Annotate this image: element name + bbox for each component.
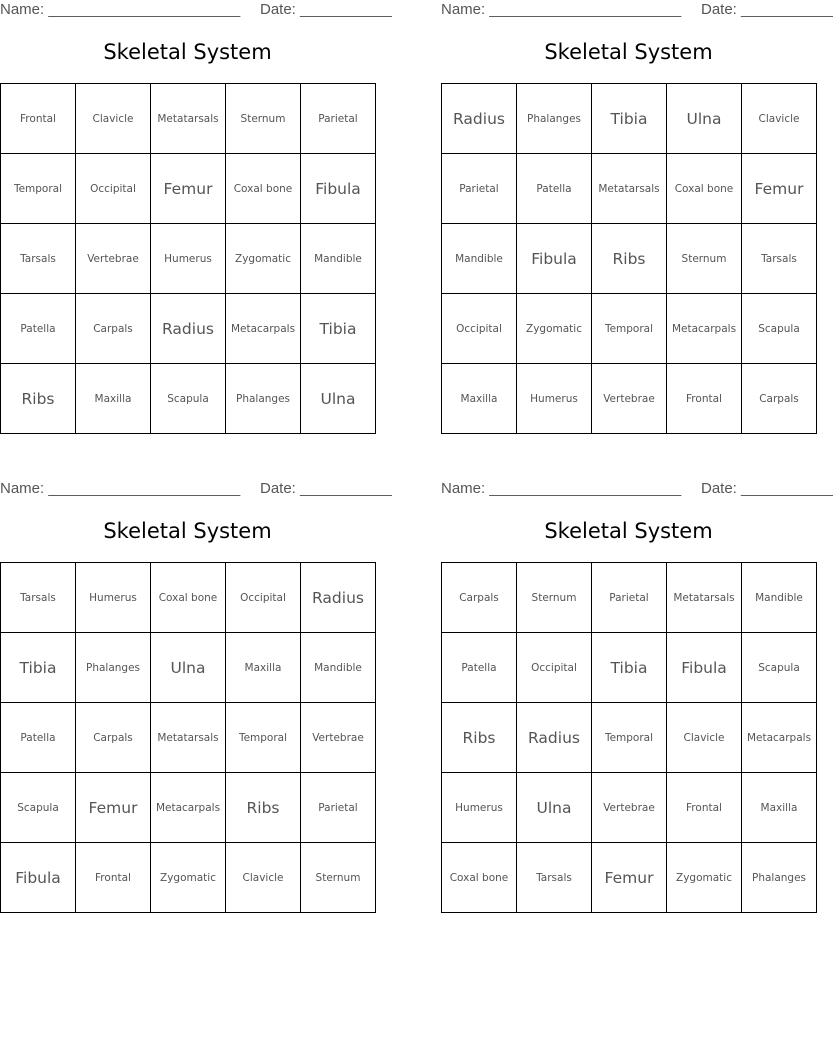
grid-cell: Metacarpals xyxy=(667,294,742,364)
grid-cell: Ribs xyxy=(1,364,76,434)
bingo-card-3 xyxy=(0,479,392,913)
card-title: Skeletal System xyxy=(103,519,272,543)
grid-cell: Temporal xyxy=(226,703,301,773)
grid-cell: Frontal xyxy=(76,843,151,913)
grid-cell: Clavicle xyxy=(667,703,742,773)
grid-cell: Ribs xyxy=(226,773,301,843)
grid-cell: Carpals xyxy=(742,364,817,434)
grid-cell: Sternum xyxy=(301,843,376,913)
grid-cell: Humerus xyxy=(151,224,226,294)
grid-cell: Radius xyxy=(151,294,226,364)
grid-row xyxy=(1,703,376,773)
grid-cell: Vertebrae xyxy=(76,224,151,294)
bingo-grid xyxy=(0,562,376,913)
grid-cell: Temporal xyxy=(1,154,76,224)
grid-cell: Fibula xyxy=(301,154,376,224)
grid-row xyxy=(442,154,817,224)
grid-cell: Ribs xyxy=(442,703,517,773)
grid-cell: Fibula xyxy=(1,843,76,913)
grid-row xyxy=(1,563,376,633)
grid-row xyxy=(1,364,376,434)
grid-row xyxy=(442,633,817,703)
grid-cell: Patella xyxy=(442,633,517,703)
grid-cell: Zygomatic xyxy=(151,843,226,913)
grid-cell: Tarsals xyxy=(1,563,76,633)
date-field-label: Date: ___________ xyxy=(701,480,833,497)
grid-cell: Vertebrae xyxy=(592,364,667,434)
grid-cell: Radius xyxy=(517,703,592,773)
bingo-card-1 xyxy=(0,0,392,434)
grid-cell: Maxilla xyxy=(76,364,151,434)
grid-cell: Phalanges xyxy=(226,364,301,434)
card-title: Skeletal System xyxy=(544,519,713,543)
grid-cell: Scapula xyxy=(742,633,817,703)
grid-cell: Carpals xyxy=(76,703,151,773)
card-title: Skeletal System xyxy=(544,40,713,64)
grid-row xyxy=(442,294,817,364)
grid-cell: Parietal xyxy=(301,773,376,843)
grid-cell: Ribs xyxy=(592,224,667,294)
grid-cell: Femur xyxy=(151,154,226,224)
grid-cell: Humerus xyxy=(517,364,592,434)
grid-cell: Temporal xyxy=(592,294,667,364)
grid-row xyxy=(1,154,376,224)
grid-row xyxy=(442,224,817,294)
grid-cell: Sternum xyxy=(226,84,301,154)
grid-cell: Ulna xyxy=(517,773,592,843)
grid-row xyxy=(442,563,817,633)
grid-cell: Vertebrae xyxy=(301,703,376,773)
grid-cell: Mandible xyxy=(442,224,517,294)
grid-cell: Metatarsals xyxy=(667,563,742,633)
grid-row xyxy=(1,294,376,364)
grid-cell: Phalanges xyxy=(76,633,151,703)
grid-cell: Coxal bone xyxy=(667,154,742,224)
grid-cell: Ulna xyxy=(667,84,742,154)
grid-cell: Ulna xyxy=(151,633,226,703)
grid-cell: Femur xyxy=(742,154,817,224)
grid-cell: Carpals xyxy=(442,563,517,633)
grid-cell: Metacarpals xyxy=(151,773,226,843)
grid-cell: Frontal xyxy=(1,84,76,154)
date-field-label: Date: ___________ xyxy=(260,1,392,18)
grid-row xyxy=(1,84,376,154)
grid-cell: Sternum xyxy=(517,563,592,633)
grid-cell: Zygomatic xyxy=(226,224,301,294)
grid-cell: Metatarsals xyxy=(151,703,226,773)
grid-cell: Femur xyxy=(592,843,667,913)
grid-cell: Radius xyxy=(301,563,376,633)
bingo-card-2 xyxy=(441,0,833,434)
grid-cell: Metacarpals xyxy=(226,294,301,364)
card-title: Skeletal System xyxy=(103,40,272,64)
grid-cell: Zygomatic xyxy=(517,294,592,364)
grid-cell: Radius xyxy=(442,84,517,154)
grid-cell: Scapula xyxy=(151,364,226,434)
grid-cell: Coxal bone xyxy=(226,154,301,224)
grid-cell: Metatarsals xyxy=(151,84,226,154)
grid-cell: Tarsals xyxy=(517,843,592,913)
grid-row xyxy=(442,703,817,773)
grid-row xyxy=(1,224,376,294)
grid-cell: Occipital xyxy=(517,633,592,703)
date-field-label: Date: ___________ xyxy=(701,1,833,18)
grid-cell: Tibia xyxy=(1,633,76,703)
grid-cell: Clavicle xyxy=(76,84,151,154)
grid-cell: Femur xyxy=(76,773,151,843)
grid-cell: Tarsals xyxy=(1,224,76,294)
grid-cell: Coxal bone xyxy=(442,843,517,913)
name-field-label: Name: _______________________ xyxy=(441,1,682,18)
grid-cell: Scapula xyxy=(742,294,817,364)
grid-cell: Maxilla xyxy=(742,773,817,843)
grid-cell: Fibula xyxy=(667,633,742,703)
grid-cell: Clavicle xyxy=(226,843,301,913)
grid-row xyxy=(442,843,817,913)
grid-cell: Parietal xyxy=(592,563,667,633)
grid-cell: Ulna xyxy=(301,364,376,434)
name-field-label: Name: _______________________ xyxy=(441,480,682,497)
grid-cell: Metatarsals xyxy=(592,154,667,224)
bingo-grid xyxy=(0,83,376,434)
bingo-card-4 xyxy=(441,479,833,913)
grid-cell: Humerus xyxy=(442,773,517,843)
grid-cell: Maxilla xyxy=(226,633,301,703)
grid-row xyxy=(1,843,376,913)
grid-cell: Tibia xyxy=(592,633,667,703)
grid-cell: Vertebrae xyxy=(592,773,667,843)
grid-cell: Metacarpals xyxy=(742,703,817,773)
bingo-grid xyxy=(441,83,817,434)
grid-cell: Mandible xyxy=(301,633,376,703)
grid-row xyxy=(442,773,817,843)
grid-cell: Parietal xyxy=(442,154,517,224)
grid-row xyxy=(442,364,817,434)
grid-cell: Phalanges xyxy=(742,843,817,913)
grid-cell: Humerus xyxy=(76,563,151,633)
grid-cell: Maxilla xyxy=(442,364,517,434)
grid-cell: Sternum xyxy=(667,224,742,294)
grid-row xyxy=(442,84,817,154)
bingo-grid xyxy=(441,562,817,913)
grid-cell: Carpals xyxy=(76,294,151,364)
name-field-label: Name: _______________________ xyxy=(0,1,241,18)
grid-cell: Tibia xyxy=(592,84,667,154)
grid-cell: Mandible xyxy=(301,224,376,294)
grid-cell: Mandible xyxy=(742,563,817,633)
grid-cell: Phalanges xyxy=(517,84,592,154)
grid-cell: Patella xyxy=(1,703,76,773)
grid-cell: Parietal xyxy=(301,84,376,154)
grid-cell: Coxal bone xyxy=(151,563,226,633)
grid-cell: Zygomatic xyxy=(667,843,742,913)
grid-cell: Occipital xyxy=(226,563,301,633)
grid-cell: Patella xyxy=(517,154,592,224)
grid-cell: Clavicle xyxy=(742,84,817,154)
grid-cell: Temporal xyxy=(592,703,667,773)
grid-cell: Frontal xyxy=(667,773,742,843)
grid-cell: Scapula xyxy=(1,773,76,843)
date-field-label: Date: ___________ xyxy=(260,480,392,497)
grid-cell: Frontal xyxy=(667,364,742,434)
grid-cell: Occipital xyxy=(76,154,151,224)
grid-cell: Patella xyxy=(1,294,76,364)
grid-row xyxy=(1,773,376,843)
grid-cell: Tarsals xyxy=(742,224,817,294)
grid-cell: Tibia xyxy=(301,294,376,364)
name-field-label: Name: _______________________ xyxy=(0,480,241,497)
grid-cell: Fibula xyxy=(517,224,592,294)
grid-row xyxy=(1,633,376,703)
grid-cell: Occipital xyxy=(442,294,517,364)
